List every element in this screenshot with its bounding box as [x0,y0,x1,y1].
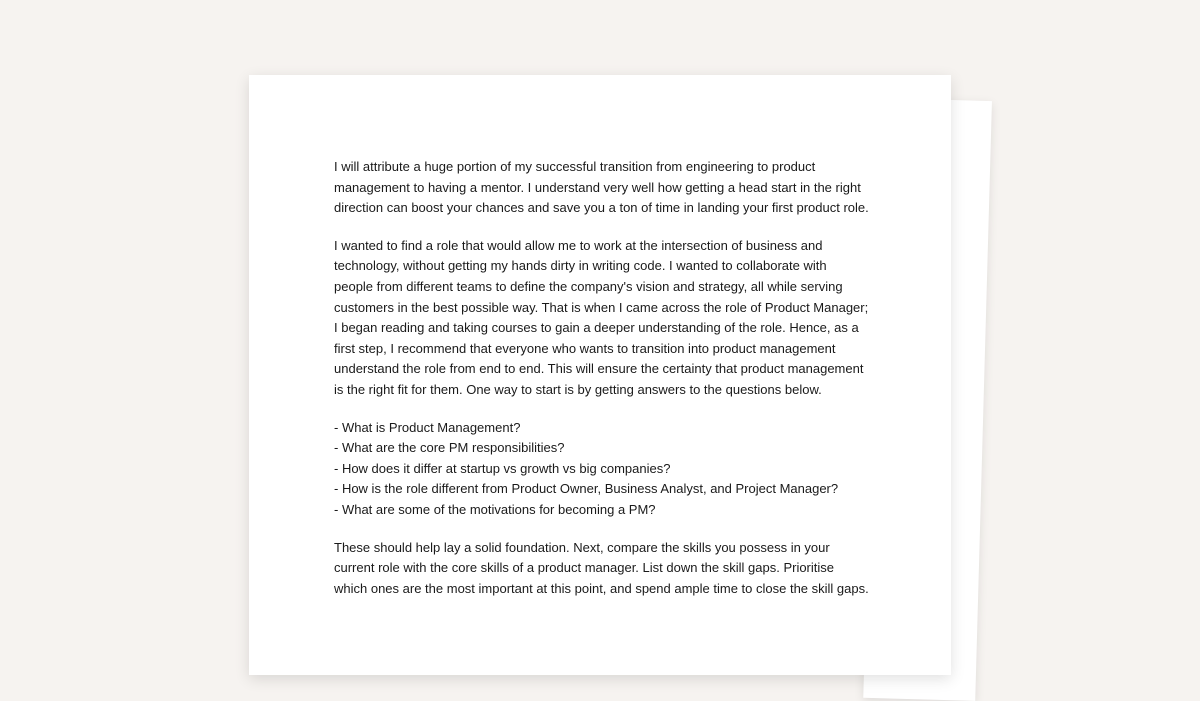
motivation-paragraph: I wanted to find a role that would allow me to work at the intersection of business and technology, without getting my hands dirty in writing code. I wanted to collaborate with people from different teams to define the company's vision and strategy, all while serving customers in the best possible way. That is when I came across the role of Product Manager; I began reading and taking courses to gain a deeper understanding of the role. Hence, as a first step, I recommend that everyone who wants to transition into product management understand the role from end to end. This will ensure the certainty that product management is the right fit for them. One way to start is by getting answers to the questions below. [334,237,869,397]
list-item: - What are the core PM responsibilities? [334,440,565,456]
list-item: - How is the role different from Product Owner, Business Analyst, and Project Manager? [334,481,839,497]
document-page [249,75,951,675]
list-item: - What is Product Management? [334,419,521,435]
list-item: - What are some of the motivations for becoming a PM? [334,501,656,517]
intro-paragraph: I will attribute a huge portion of my successful transition from engineering to product management to having a mentor. I understand very well how getting a head start in the right direction can boost your chances and save you a ton of time in landing your first product role. [334,159,869,216]
document-body [334,157,869,616]
question-list [334,418,869,521]
list-item: - How does it differ at startup vs growth vs big companies? [334,460,671,476]
closing-paragraph: These should help lay a solid foundation. Next, compare the skills you possess in your current role with the core skills of a product manager. List down the skill gaps. Prioritise which ones are the most important at this point, and spend ample time to close the skill gaps. [334,539,869,596]
